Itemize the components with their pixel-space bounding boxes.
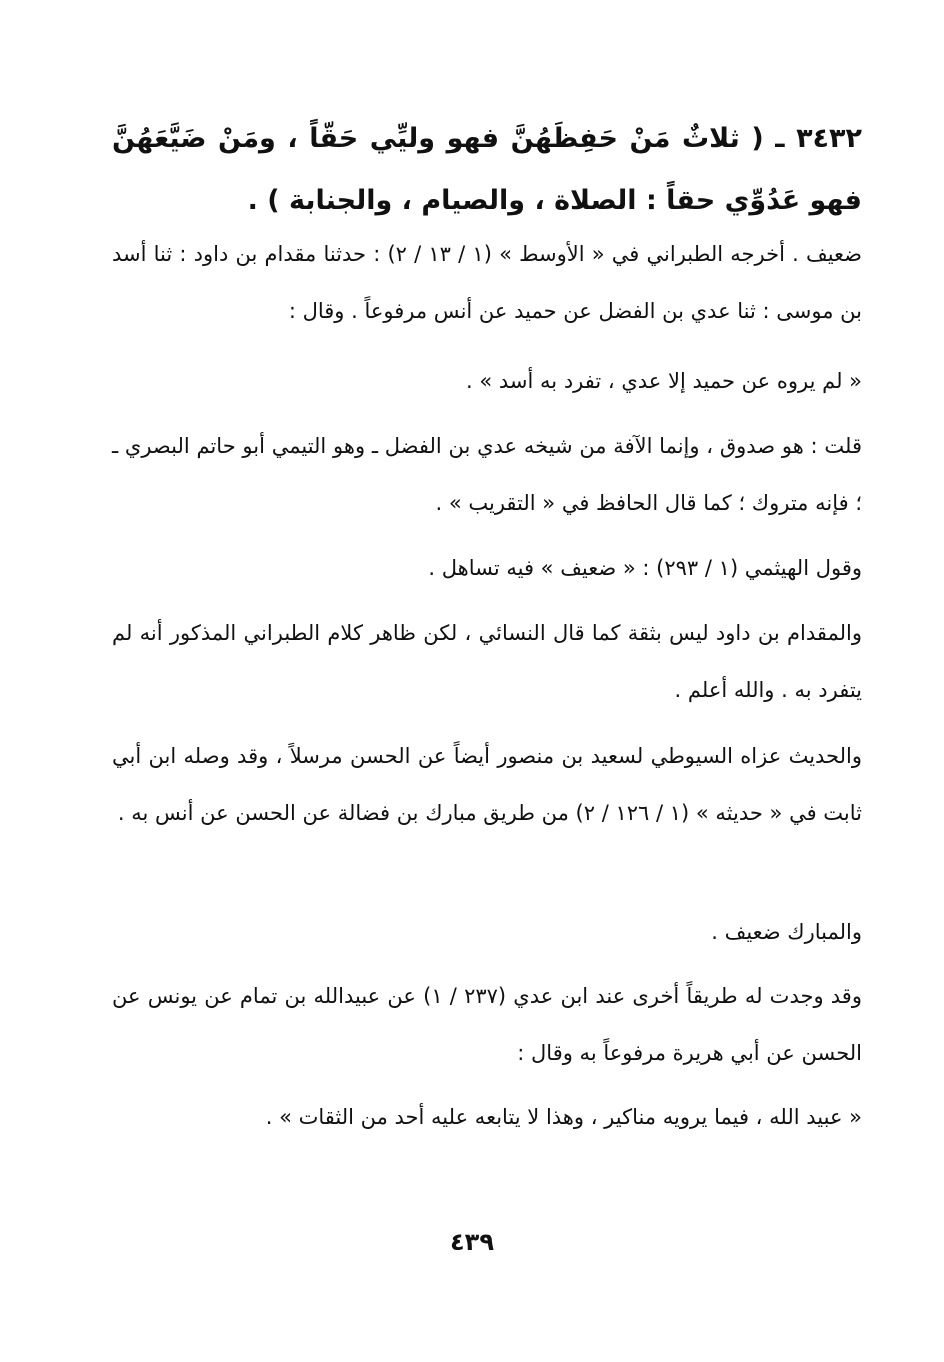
paragraph-haythami: وقول الهيثمي (١ / ٢٩٣) : « ضعيف » فيه تساهل . [428, 556, 862, 580]
paragraph-ibn-adi: وقد وجدت له طريقاً أخرى عند ابن عدي (٢٣٧ / ١) عن عبيدالله بن تمام عن يونس عن الحسن عن أبي هريرة مرفوعاً به وقال : [112, 984, 862, 1065]
paragraph-miqdam: والمقدام بن داود ليس بثقة كما قال النسائي ، لكن ظاهر كلام الطبراني المذكور أنه لم يتفرد به . والله أعلم . [112, 621, 862, 702]
page-number: ٤٣٩ [450, 1228, 494, 1256]
hadith-heading: ٣٤٣٢ ـ ( ثلاثٌ مَنْ حَفِظَهُنَّ فهو وليِّي حَقّاً ، ومَنْ ضَيَّعَهُنَّ فهو عَدُوِّي حقاً : الصلاة ، والصيام ، والجنابة ) . [112, 123, 862, 216]
paragraph-suyuti: والحديث عزاه السيوطي لسعيد بن منصور أيضاً عن الحسن مرسلاً ، وقد وصله ابن أبي ثابت في « حديثه » (١ / ١٢٦ / ٢) من طريق مبارك بن فضالة عن الحسن عن أنس به . [112, 744, 862, 825]
paragraph-comment: قلت : هو صدوق ، وإنما الآفة من شيخه عدي بن الفضل ـ وهو التيمي أبو حاتم البصري ـ ؛ فإنه متروك ؛ كما قال الحافظ في « التقريب » . [112, 434, 862, 515]
paragraph-mubarak: والمبارك ضعيف . [711, 920, 862, 944]
paragraph-quote-tabarani: « لم يروه عن حميد إلا عدي ، تفرد به أسد » . [466, 369, 862, 393]
paragraph-quote-ibn-adi: « عبيد الله ، فيما يرويه مناكير ، وهذا لا يتابعه عليه أحد من الثقات » . [265, 1105, 862, 1129]
paragraph-takhrij: ضعيف . أخرجه الطبراني في « الأوسط » (١ / ١٣ / ٢) : حدثنا مقدام بن داود : ثنا أسد بن موسى : ثنا عدي بن الفضل عن حميد عن أنس مرفوعاً . وقال : [112, 242, 862, 323]
